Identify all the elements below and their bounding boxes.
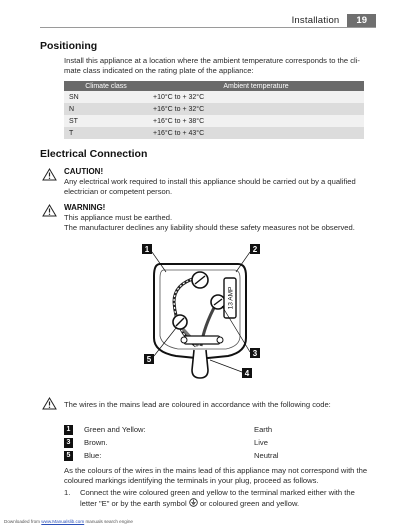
wire-colour: Blue: bbox=[84, 451, 102, 460]
mains-cable bbox=[192, 350, 208, 378]
table-row bbox=[64, 115, 364, 127]
wires-intro: The wires in the mains lead are coloured in accordance with the following code: bbox=[64, 400, 331, 409]
table-cell-class: N bbox=[64, 103, 148, 115]
electrical-heading: Electrical Connection bbox=[40, 148, 148, 160]
warning-text bbox=[64, 213, 384, 233]
warning-line-1: This appliance must be earthed. bbox=[64, 213, 173, 222]
climate-class-table bbox=[64, 81, 364, 139]
table-cell-class: SN bbox=[64, 91, 148, 103]
paragraph-line-2: coloured markings identifying the terminals in your plug, proceed as follows. bbox=[64, 476, 319, 485]
footer-suffix: manuals search engine bbox=[85, 519, 133, 524]
positioning-intro bbox=[64, 56, 384, 76]
step-line-1: Connect the wire coloured green and yellow to the terminal marked either with the bbox=[80, 488, 355, 497]
caution-text bbox=[64, 177, 384, 197]
header-rule bbox=[40, 27, 376, 28]
table-cell-class: T bbox=[64, 127, 148, 139]
table-cell-temperature: +16°C to + 38°C bbox=[148, 115, 364, 127]
intro-line-2: mate class indicated on the rating plate of the appliance: bbox=[64, 66, 254, 75]
section-title: Installation bbox=[291, 15, 340, 26]
intro-line-1: Install this appliance at a location where the ambient temperature corresponds to the cli- bbox=[64, 56, 360, 65]
table-row bbox=[64, 103, 364, 115]
cord-grip bbox=[184, 336, 220, 344]
warning-title: WARNING! bbox=[64, 203, 106, 212]
page-header bbox=[292, 14, 376, 27]
wire-code-row bbox=[64, 438, 364, 450]
label-2 bbox=[250, 244, 260, 254]
step-line-2b: or coloured green and yellow. bbox=[199, 499, 300, 508]
earth-symbol-icon bbox=[189, 498, 198, 507]
caution-line-2: electrician or competent person. bbox=[64, 187, 173, 196]
caution-title: CAUTION! bbox=[64, 167, 104, 176]
table-cell-class: ST bbox=[64, 115, 148, 127]
label-5 bbox=[144, 354, 154, 364]
step-line-2 bbox=[80, 498, 380, 509]
wire-code-row bbox=[64, 451, 364, 463]
svg-text:2: 2 bbox=[252, 245, 258, 254]
manualslib-link[interactable]: www.Manualslib.com bbox=[41, 519, 85, 524]
svg-text:4: 4 bbox=[244, 369, 250, 378]
wire-code-row bbox=[64, 425, 364, 437]
wire-number-badge: 1 bbox=[64, 425, 73, 435]
warning-line-2: The manufacturer declines any liability should these safety measures not be observed. bbox=[64, 223, 355, 232]
plug-wiring-diagram bbox=[138, 242, 266, 382]
wire-number-badge: 3 bbox=[64, 438, 73, 448]
positioning-heading: Positioning bbox=[40, 40, 98, 52]
page-number: 19 bbox=[347, 14, 376, 27]
step-line-2a: letter "E" or by the earth symbol bbox=[80, 499, 187, 508]
svg-text:1: 1 bbox=[144, 245, 150, 254]
step-number: 1. bbox=[64, 488, 71, 497]
fuse-label: 13 AMP bbox=[227, 286, 235, 310]
download-footer bbox=[4, 519, 133, 524]
wire-terminal: Neutral bbox=[254, 451, 279, 460]
label-4 bbox=[242, 368, 252, 378]
table-cell-temperature: +10°C to + 32°C bbox=[148, 91, 364, 103]
table-header-row bbox=[64, 81, 364, 91]
wires-warning-icon bbox=[42, 397, 57, 410]
step-1-text bbox=[80, 488, 380, 509]
wire-number-badge: 5 bbox=[64, 451, 73, 461]
paragraph-line-1: As the colours of the wires in the mains lead of this appliance may not correspond with the bbox=[64, 466, 368, 475]
caution-warning-icon bbox=[42, 168, 57, 181]
table-header-climate-class: Climate class bbox=[64, 81, 148, 91]
wire-terminal: Live bbox=[254, 438, 268, 447]
table-row bbox=[64, 127, 364, 139]
warning-icon bbox=[42, 204, 57, 217]
svg-text:5: 5 bbox=[146, 355, 152, 364]
footer-prefix: Downloaded from bbox=[4, 519, 41, 524]
table-row bbox=[64, 91, 364, 103]
wire-colour: Brown. bbox=[84, 438, 108, 447]
label-1 bbox=[142, 244, 152, 254]
table-cell-temperature: +16°C to + 32°C bbox=[148, 103, 364, 115]
colour-mismatch-paragraph bbox=[64, 466, 384, 486]
label-3 bbox=[250, 348, 260, 358]
table-header-ambient-temperature: Ambient temperature bbox=[148, 81, 364, 91]
caution-line-1: Any electrical work required to install this appliance should be carried out by a qualified bbox=[64, 177, 356, 186]
table-cell-temperature: +16°C to + 43°C bbox=[148, 127, 364, 139]
wire-terminal: Earth bbox=[254, 425, 273, 434]
svg-text:3: 3 bbox=[252, 349, 258, 358]
wire-colour: Green and Yellow: bbox=[84, 425, 146, 434]
